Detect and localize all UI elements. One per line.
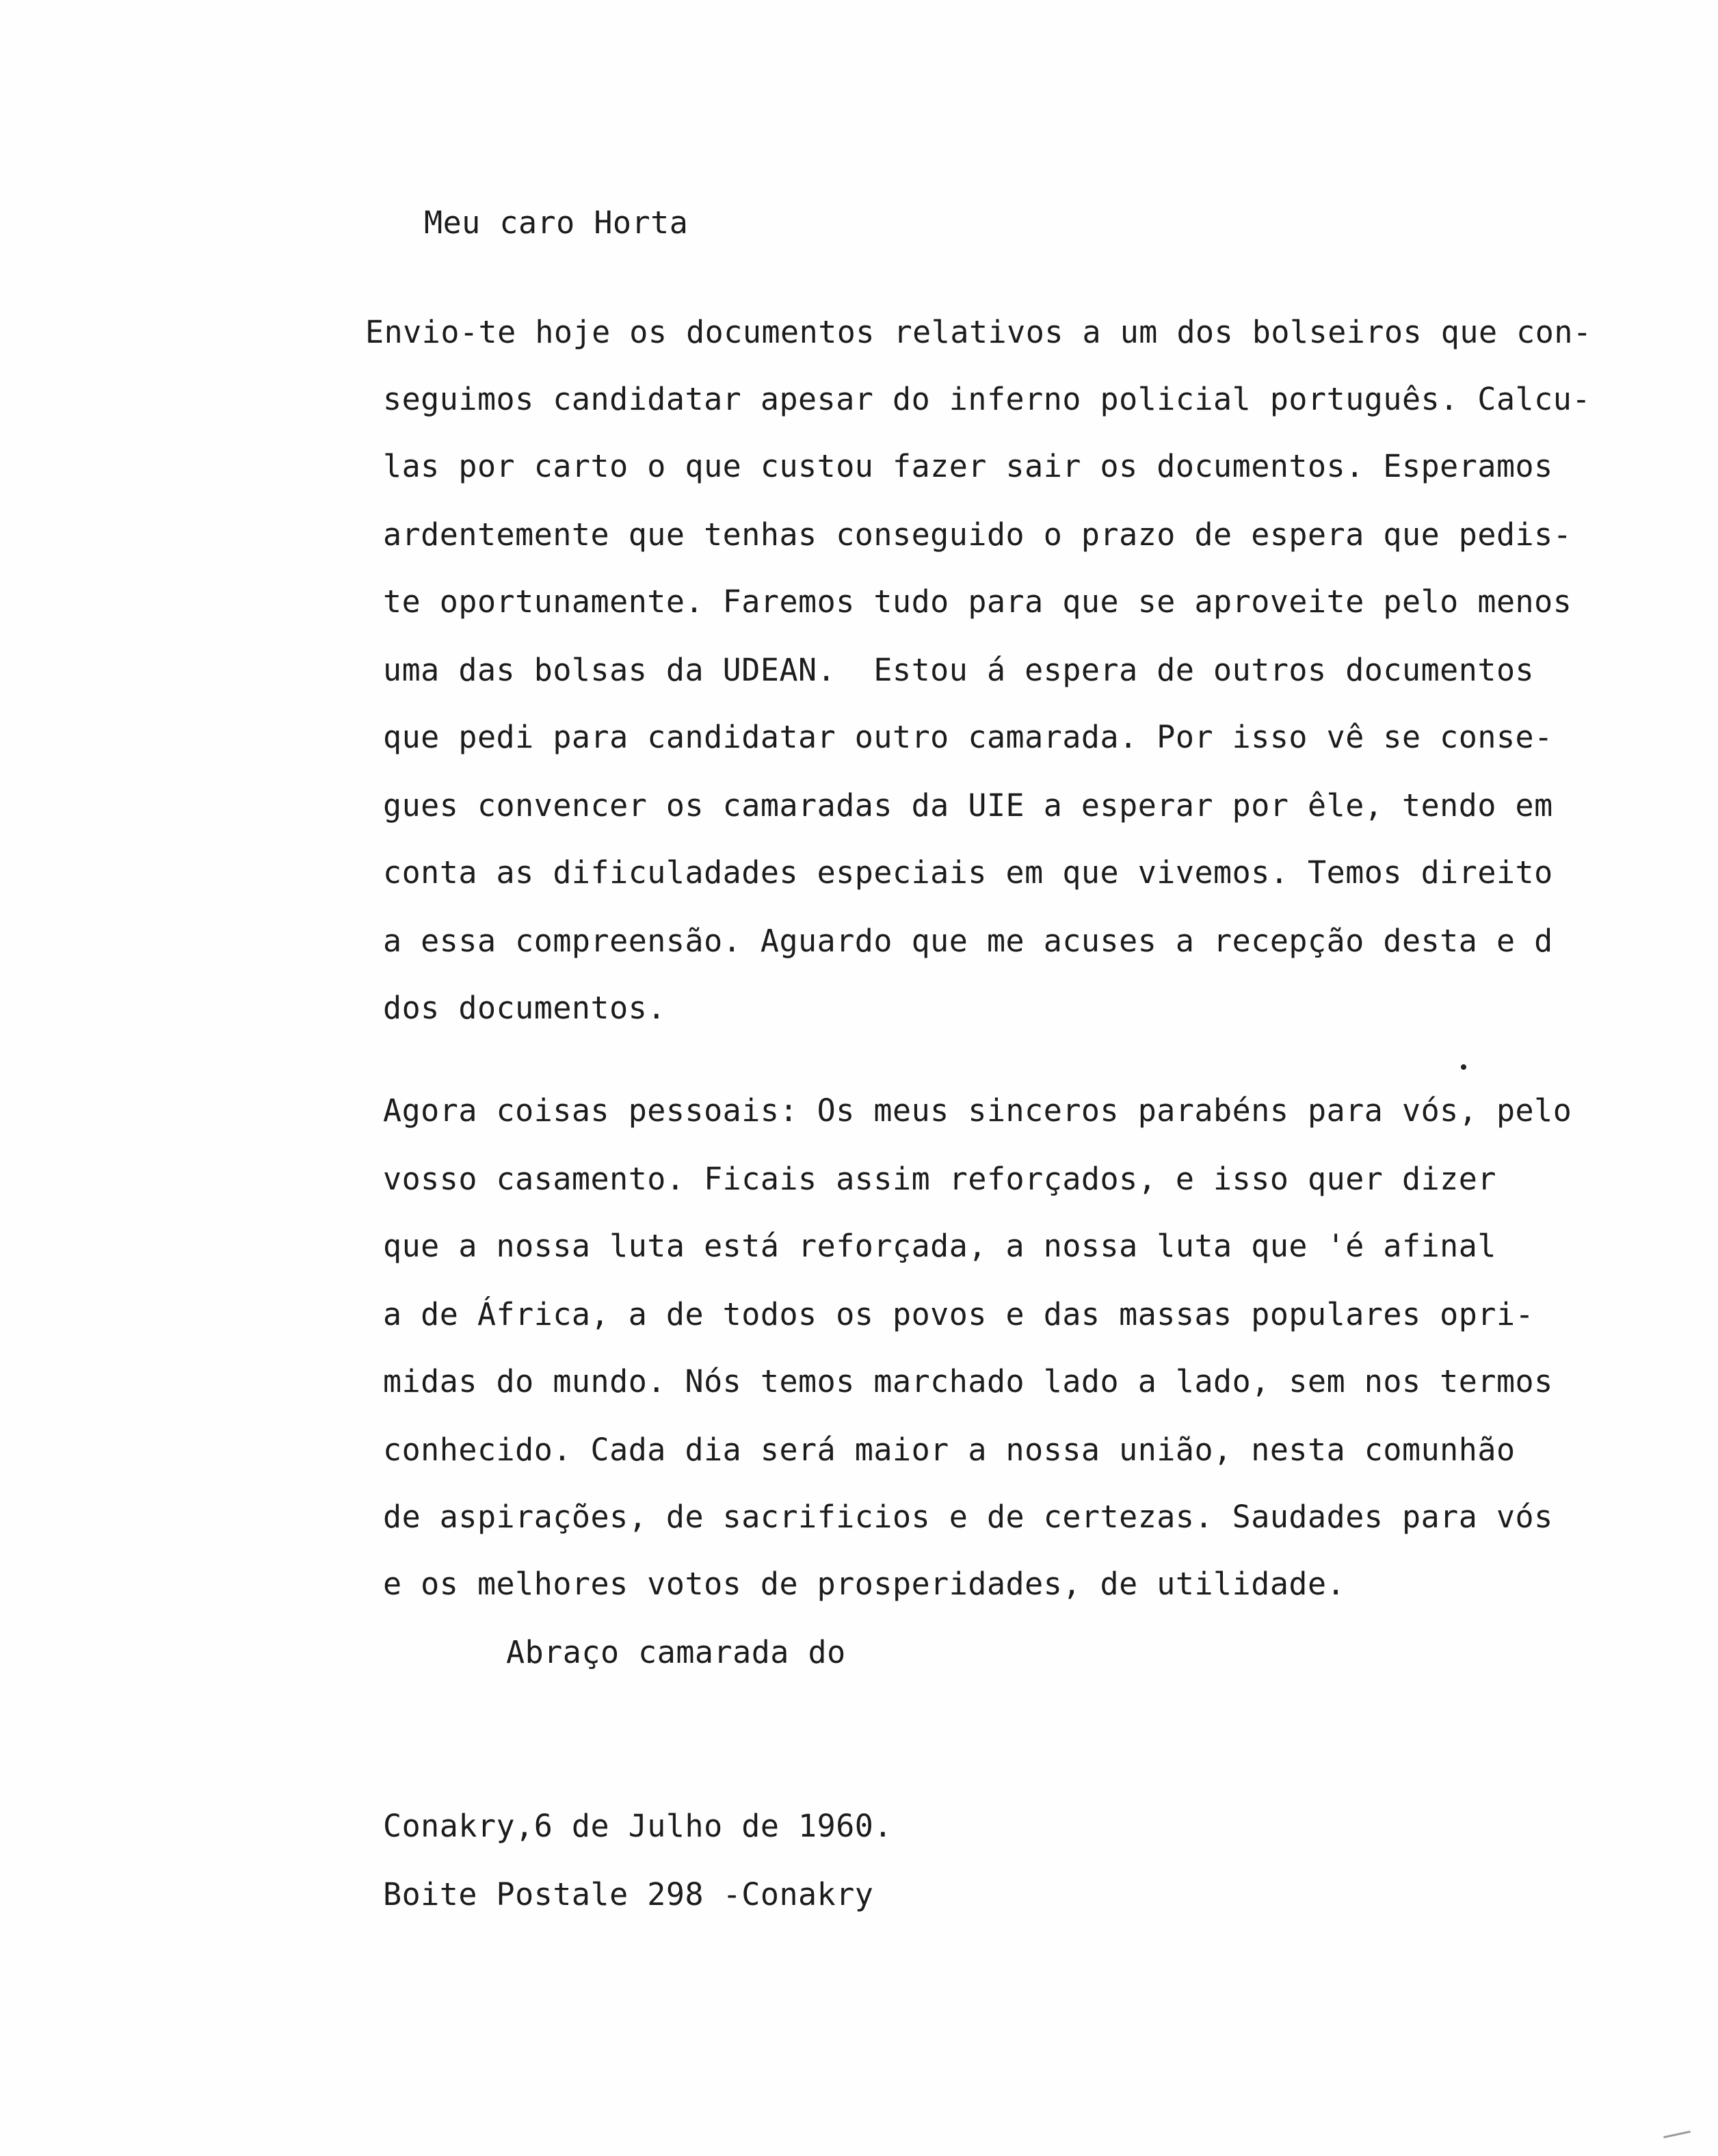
paragraph-2-line: conhecido. Cada dia será maior a nossa união, nesta comunhão	[383, 1432, 1516, 1468]
paragraph-2-line: de aspirações, de sacrificios e de certezas. Saudades para vós	[383, 1499, 1553, 1535]
place-date: Conakry,6 de Julho de 1960.	[383, 1808, 893, 1844]
paragraph-1-line: a essa compreensão. Aguardo que me acuses a recepção desta e d	[383, 923, 1553, 959]
letter-greeting: Meu caro Horta	[424, 205, 689, 241]
paragraph-2-line: e os melhores votos de prosperidades, de utilidade.	[383, 1566, 1346, 1602]
paragraph-1-line: gues convencer os camaradas da UIE a esperar por êle, tendo em	[383, 787, 1553, 824]
paragraph-1-line: ardentemente que tenhas conseguido o prazo de espera que pedis-	[383, 516, 1572, 553]
paragraph-1-line: te oportunamente. Faremos tudo para que se aproveite pelo menos	[383, 583, 1572, 620]
paragraph-1-line: que pedi para candidatar outro camarada. Por isso vê se conse-	[383, 719, 1553, 755]
edge-mark	[1663, 2131, 1691, 2138]
paragraph-2-line: vosso casamento. Ficais assim reforçados, e isso quer dizer	[383, 1161, 1496, 1197]
paragraph-1-line: dos documentos.	[383, 990, 666, 1026]
paragraph-1-line: seguimos candidatar apesar do inferno policial português. Calcu-	[383, 381, 1591, 417]
paragraph-2-line: a de África, a de todos os povos e das massas populares opri-	[383, 1296, 1535, 1332]
paragraph-1-line: Envio-te hoje os documentos relativos a um dos bolseiros que con-	[365, 314, 1592, 350]
paragraph-1-line: las por carto o que custou fazer sair os documentos. Esperamos	[383, 448, 1553, 484]
paragraph-2-line: midas do mundo. Nós temos marchado lado a lado, sem nos termos	[383, 1363, 1553, 1399]
paragraph-2-line: Agora coisas pessoais: Os meus sinceros parabéns para vós, pelo	[383, 1092, 1572, 1129]
paragraph-1-line: uma das bolsas da UDEAN. Estou á espera de outros documentos	[383, 652, 1535, 688]
paragraph-2-line: que a nossa luta está reforçada, a nossa luta que 'é afinal	[383, 1228, 1496, 1264]
ink-speck	[1461, 1064, 1466, 1070]
postal-address: Boite Postale 298 -Conakry	[383, 1876, 874, 1912]
letter-closing: Abraço camarada do	[506, 1634, 846, 1670]
paragraph-1-line: conta as dificuladades especiais em que vivemos. Temos direito	[383, 854, 1553, 891]
